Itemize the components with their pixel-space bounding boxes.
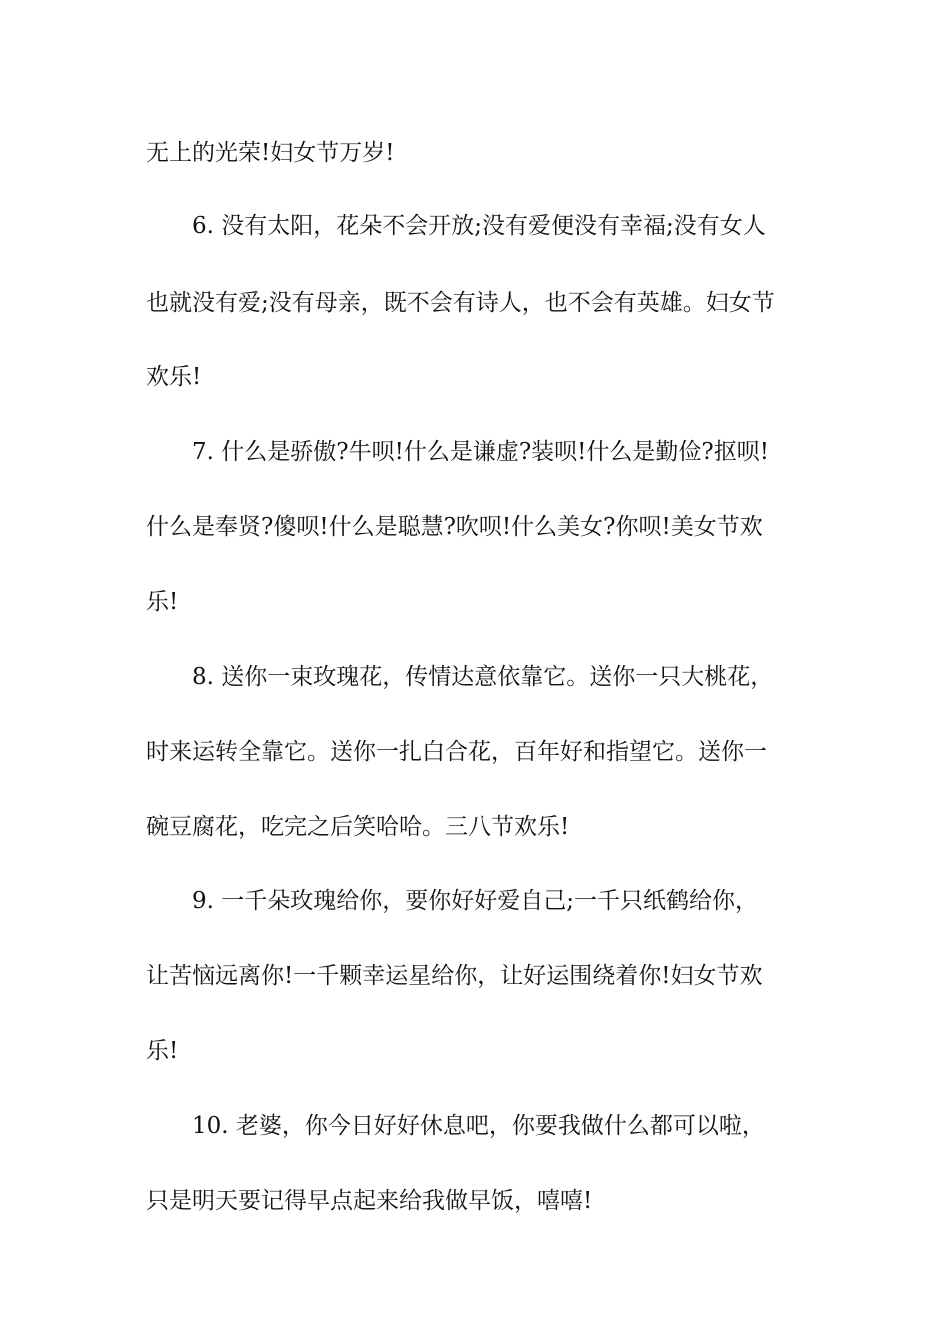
paragraph-6-line-1: 6. 没有太阳，花朵不会开放;没有爱便没有幸福;没有女人: [192, 213, 766, 239]
paragraph-7-line-3: 乐!: [146, 589, 179, 615]
paragraph-7-line-2: 什么是奉贤?傻呗!什么是聪慧?吹呗!什么美女?你呗!美女节欢: [146, 514, 763, 540]
paragraph-6-line-3: 欢乐!: [146, 364, 202, 390]
paragraph-6-line-2: 也就没有爱;没有母亲，既不会有诗人，也不会有英雄。妇女节: [146, 290, 775, 316]
paragraph-7-line-1: 7. 什么是骄傲?牛呗!什么是谦虚?装呗!什么是勤俭?抠呗!: [192, 439, 769, 465]
paragraph-8-line-3: 碗豆腐花，吃完之后笑哈哈。三八节欢乐!: [146, 814, 570, 840]
paragraph-9-line-3: 乐!: [146, 1038, 179, 1064]
paragraph-10-line-2: 只是明天要记得早点起来给我做早饭，嘻嘻!: [146, 1188, 593, 1214]
paragraph-8-line-2: 时来运转全靠它。送你一扎白合花，百年好和指望它。送你一: [146, 739, 767, 765]
paragraph-8-line-1: 8. 送你一束玫瑰花，传情达意依靠它。送你一只大桃花，: [192, 664, 774, 690]
text-line: 无上的光荣!妇女节万岁!: [146, 140, 395, 166]
paragraph-9-line-2: 让苦恼远离你!一千颗幸运星给你，让好运围绕着你!妇女节欢: [146, 963, 763, 989]
paragraph-9-line-1: 9. 一千朵玫瑰给你，要你好好爱自己;一千只纸鹤给你，: [192, 888, 759, 914]
paragraph-10-line-1: 10. 老婆，你今日好好休息吧，你要我做什么都可以啦，: [192, 1113, 765, 1139]
